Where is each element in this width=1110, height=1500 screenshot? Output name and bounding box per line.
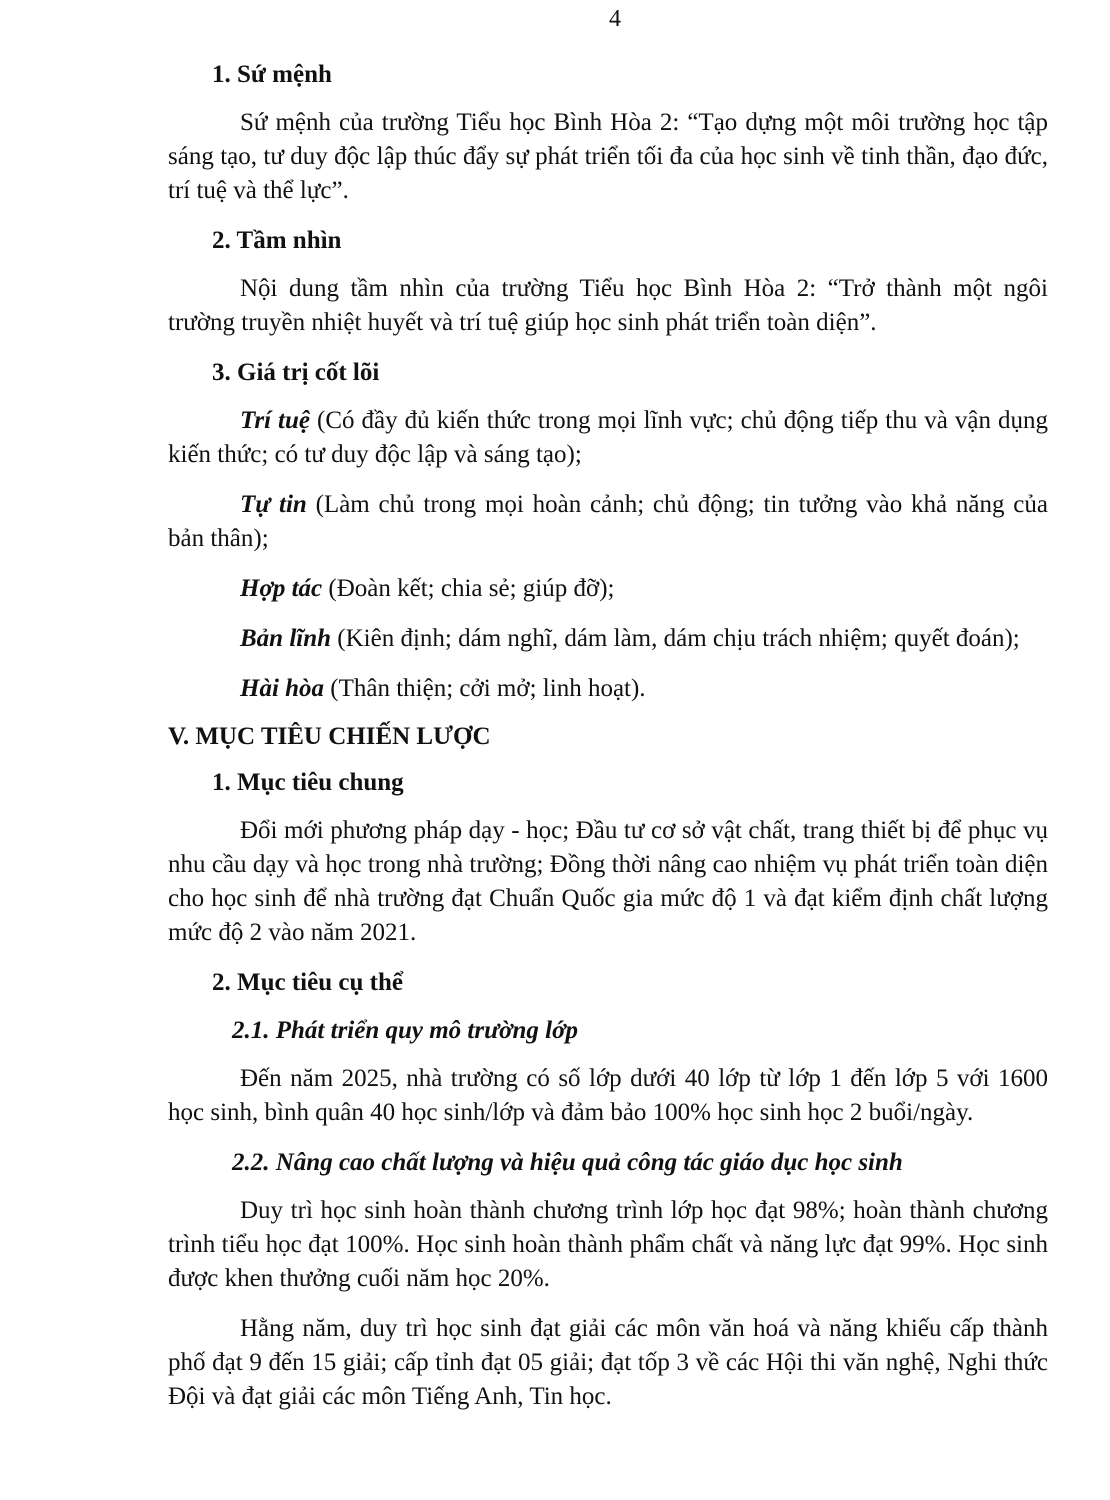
- scale-heading: 2.1. Phát triển quy mô trường lớp: [232, 1017, 579, 1044]
- core-value-item: [168, 572, 1048, 606]
- core-value-desc: (Làm chủ trong mọi hoàn cảnh; chủ động; tin tưởng vào khả năng của bản thân);: [168, 491, 1048, 552]
- general-goal-text: Đổi mới phương pháp dạy - học; Đầu tư cơ sở vật chất, trang thiết bị để phục vụ nhu cầu dạy và học trong nhà trường; Đồng thời nâng cao nhiệm vụ phát triển toàn diện cho học sinh để nhà trường đạt Chuẩn Quốc gia mức độ 1 và đạt kiểm định chất lượng mức độ 2 vào năm 2021.: [168, 817, 1048, 946]
- core-value-desc: (Kiên định; dám nghĩ, dám làm, dám chịu trách nhiệm; quyết đoán);: [331, 625, 1020, 652]
- specific-goal-heading: 2. Mục tiêu cụ thể: [212, 969, 403, 996]
- core-value-term: Hài hòa: [240, 675, 325, 702]
- vision-heading: 2. Tầm nhìn: [212, 227, 342, 254]
- quality-heading: 2.2. Nâng cao chất lượng và hiệu quả công tác giáo dục học sinh: [232, 1149, 903, 1176]
- core-value-item: [168, 404, 1048, 472]
- core-value-term: Hợp tác: [240, 575, 323, 602]
- page-content: [168, 58, 1048, 1430]
- core-values-heading: 3. Giá trị cốt lõi: [212, 359, 380, 386]
- core-value-item: [168, 622, 1048, 656]
- core-value-item: [168, 488, 1048, 556]
- core-value-term: Bản lĩnh: [240, 625, 332, 652]
- quality-text-1: Duy trì học sinh hoàn thành chương trình lớp học đạt 98%; hoàn thành chương trình tiểu học đạt 100%. Học sinh hoàn thành phẩm chất và năng lực đạt 99%. Học sinh được khen thưởng cuối năm học 20%.: [168, 1197, 1048, 1292]
- page-number: 4: [609, 6, 621, 32]
- vision-text: Nội dung tầm nhìn của trường Tiểu học Bình Hòa 2: “Trở thành một ngôi trường truyền nhiệt huyết và trí tuệ giúp học sinh phát triển toàn diện”.: [168, 275, 1048, 336]
- quality-text-2: Hằng năm, duy trì học sinh đạt giải các môn văn hoá và năng khiếu cấp thành phố đạt 9 đến 15 giải; cấp tỉnh đạt 05 giải; đạt tốp 3 về các Hội thi văn nghệ, Nghi thức Đội và đạt giải các môn Tiếng Anh, Tin học.: [168, 1315, 1048, 1410]
- core-value-item: [168, 672, 1048, 706]
- core-value-desc: (Đoàn kết; chia sẻ; giúp đỡ);: [322, 575, 615, 602]
- core-value-desc: (Có đầy đủ kiến thức trong mọi lĩnh vực; chủ động tiếp thu và vận dụng kiến thức; có tư duy độc lập và sáng tạo);: [168, 407, 1048, 468]
- general-goal-heading: 1. Mục tiêu chung: [212, 769, 404, 796]
- core-value-term: Tự tin: [240, 491, 307, 518]
- core-value-term: Trí tuệ: [240, 407, 310, 434]
- mission-heading: 1. Sứ mệnh: [212, 61, 332, 88]
- scale-text: Đến năm 2025, nhà trường có số lớp dưới 40 lớp từ lớp 1 đến lớp 5 với 1600 học sinh, bình quân 40 học sinh/lớp và đảm bảo 100% học sinh học 2 buổi/ngày.: [168, 1065, 1048, 1126]
- core-value-desc: (Thân thiện; cởi mở; linh hoạt).: [324, 675, 646, 702]
- mission-text: Sứ mệnh của trường Tiểu học Bình Hòa 2: “Tạo dựng một môi trường học tập sáng tạo, tư duy độc lập thúc đẩy sự phát triển tối đa của học sinh về tinh thần, đạo đức, trí tuệ và thể lực”.: [168, 109, 1048, 204]
- strategic-goals-heading: V. MỤC TIÊU CHIẾN LƯỢC: [168, 723, 491, 750]
